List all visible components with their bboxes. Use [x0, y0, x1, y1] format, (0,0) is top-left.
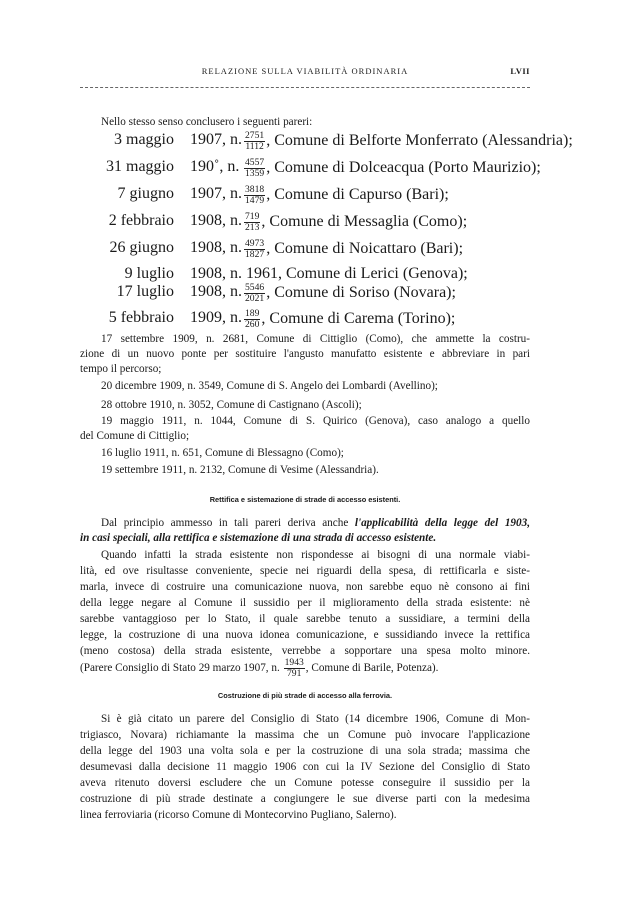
list-item: 20 dicembre 1909, n. 3549, Comune di S. Angelo dei Lombardi (Avellino); [101, 380, 438, 392]
page-number: LVII [510, 66, 530, 76]
paragraph-line: in casi speciali, alla rettifica e sistemazione di una strada di accesso esistente. [80, 532, 437, 544]
paragraph-line: tempo il percorso; [80, 363, 162, 375]
entry-year: 1907, n. [190, 131, 242, 148]
list-item: 28 ottobre 1910, n. 3052, Comune di Castignano (Ascoli); [101, 399, 362, 411]
paragraph-line: aveva ritenuto doversi escludere che un Comune potesse conseguire il sussidio per la [80, 777, 530, 789]
paragraph-line: legge, la costruzione di una nuova idonea comunicazione, e sussidiando invece la rettifica [80, 629, 530, 641]
entry-rest: $\frac{3818}{1479}$ , Comune di Capurso (Bari); [245, 184, 449, 206]
fraction: $\frac{4973}{1827}$ [245, 238, 265, 260]
section-heading: Costruzione di più strade di accesso alla ferrovia. [217, 691, 393, 700]
intro-line: Nello stesso senso conclusero i seguenti pareri: [101, 116, 313, 128]
entry-date: 5 febbraio [108, 309, 174, 326]
list-item [0, 309, 644, 331]
entry-date: 3 maggio [114, 131, 174, 148]
fraction: $\frac{3818}{1479}$ [245, 184, 265, 206]
paragraph-line: 19 maggio 1911, n. 1044, Comune di S. Quirico (Genova), caso analogo a quello [101, 415, 530, 427]
list-item [0, 212, 644, 234]
list-item: 16 luglio 1911, n. 651, Comune di Blessagno (Como); [101, 447, 344, 459]
entry-date: 31 maggio [106, 158, 174, 175]
entry-year: 1908, n. [190, 239, 242, 256]
entry-year: 1908, n. [190, 212, 242, 229]
entry-year: 1908, n. 1961, Comune di Lerici (Genova); [190, 265, 468, 282]
paragraph-line: linea ferroviaria (ricorso Comune di Montecorvino Pugliano, Salerno). [80, 809, 397, 821]
list-item [0, 185, 644, 207]
section-heading: Rettifica e sistemazione di strade di accesso esistenti. [209, 495, 401, 504]
entry-date: 2 febbraio [108, 212, 174, 229]
paragraph-line: Quando infatti la strada esistente non rispondesse ai bisogni di una normale viabi- [101, 549, 530, 561]
paragraph-line: della legge del 1903 una volta sola e per la costruzione di una sola strada; massima che [80, 745, 530, 757]
fraction: $\frac{1943}{791}$ [284, 657, 304, 679]
entry-date: 26 giugno [109, 239, 174, 256]
entry-date: 9 luglio [124, 265, 174, 282]
fraction: $\frac{189}{260}$ [245, 308, 260, 330]
list-item [0, 263, 644, 285]
paragraph-line: della legge negare al Comune il sussidio per il miglioramento della strada esistente: nè [80, 597, 530, 609]
entry-year: 1907, n. [190, 185, 242, 202]
entry-rest: $\frac{5546}{2021}$ , Comune di Soriso (Novara); [245, 282, 456, 304]
paragraph-line: desumevasi dalla decisione 11 maggio 1906 con cui la IV Sezione del Consiglio di Stato [80, 761, 530, 773]
fraction: $\frac{719}{213}$ [245, 211, 260, 233]
paragraph-line: (Parere Consiglio di Stato 29 marzo 1907, n. $\frac{1943}{791}$ , Comune di Barile, Potenza). [80, 657, 439, 679]
paragraph-line: lità, ed ove risultasse conveniente, specie nei riguardi della spesa, di rettificarla e siste- [80, 565, 530, 577]
paragraph-line: (meno costosa) della strada esistente, verrebbe a sopportare una spesa molto minore. [80, 645, 530, 657]
entry-date: 17 luglio [116, 283, 174, 300]
entry-rest: $\frac{189}{260}$ , Comune di Carema (Torino); [245, 308, 456, 330]
paragraph-line: sarebbe vantaggioso per lo Stato, il quale sarebbe tenuto a sussidiare, a termini della [80, 613, 530, 625]
paragraph-line: zione di un nuovo ponte per sostituire l'angusto manufatto esistente e abbreviare in pari [80, 348, 530, 360]
paragraph-line: costruzione di più strade destinate a congiungere le sue diverse parti con la medesima [80, 793, 530, 805]
list-item [0, 131, 644, 153]
entry-rest: $\frac{2751}{1112}$ , Comune di Belforte Monferrato (Alessandria); [245, 130, 573, 152]
paragraph-line: del Comune di Cittiglio; [80, 430, 190, 442]
entry-date: 7 giugno [117, 185, 174, 202]
page-header [80, 66, 530, 86]
entry-rest: $\frac{719}{213}$ , Comune di Messaglia (Como); [245, 211, 468, 233]
header-rule [80, 87, 530, 88]
entry-rest: $\frac{4557}{1359}$ , Comune di Dolceacqua (Porto Maurizio); [245, 157, 541, 179]
list-item [0, 158, 644, 180]
entry-year: 1908, n. [190, 283, 242, 300]
list-item [0, 283, 644, 305]
entry-year: 190˚, n. [190, 158, 240, 175]
list-item [0, 239, 644, 261]
running-title: RELAZIONE SULLA VIABILITÀ ORDINARIA [201, 66, 409, 76]
paragraph-line: Si è già citato un parere del Consiglio di Stato (14 dicembre 1906, Comune di Mon- [101, 713, 530, 725]
paragraph-line: Dal principio ammesso in tali pareri deriva anche l'applicabilità della legge del 1903, [101, 517, 530, 529]
entry-rest: $\frac{4973}{1827}$ , Comune di Noicattaro (Bari); [245, 238, 464, 260]
fraction: $\frac{5546}{2021}$ [245, 282, 265, 304]
entry-year: 1909, n. [190, 309, 242, 326]
fraction: $\frac{2751}{1112}$ [245, 130, 265, 152]
paragraph-line: 17 settembre 1909, n. 2681, Comune di Cittiglio (Como), che ammette la costru- [101, 333, 530, 345]
list-item: 19 settembre 1911, n. 2132, Comune di Vesime (Alessandria). [101, 464, 379, 476]
paragraph-line: trigiasco, Novara) richiamante la massima che un Comune può invocare l'applicazione [80, 729, 530, 741]
paragraph-line: marla, invece di costruire una comunicazione nuova, non sarebbe equo nè consono ai fini [80, 581, 530, 593]
fraction: $\frac{4557}{1359}$ [245, 157, 265, 179]
